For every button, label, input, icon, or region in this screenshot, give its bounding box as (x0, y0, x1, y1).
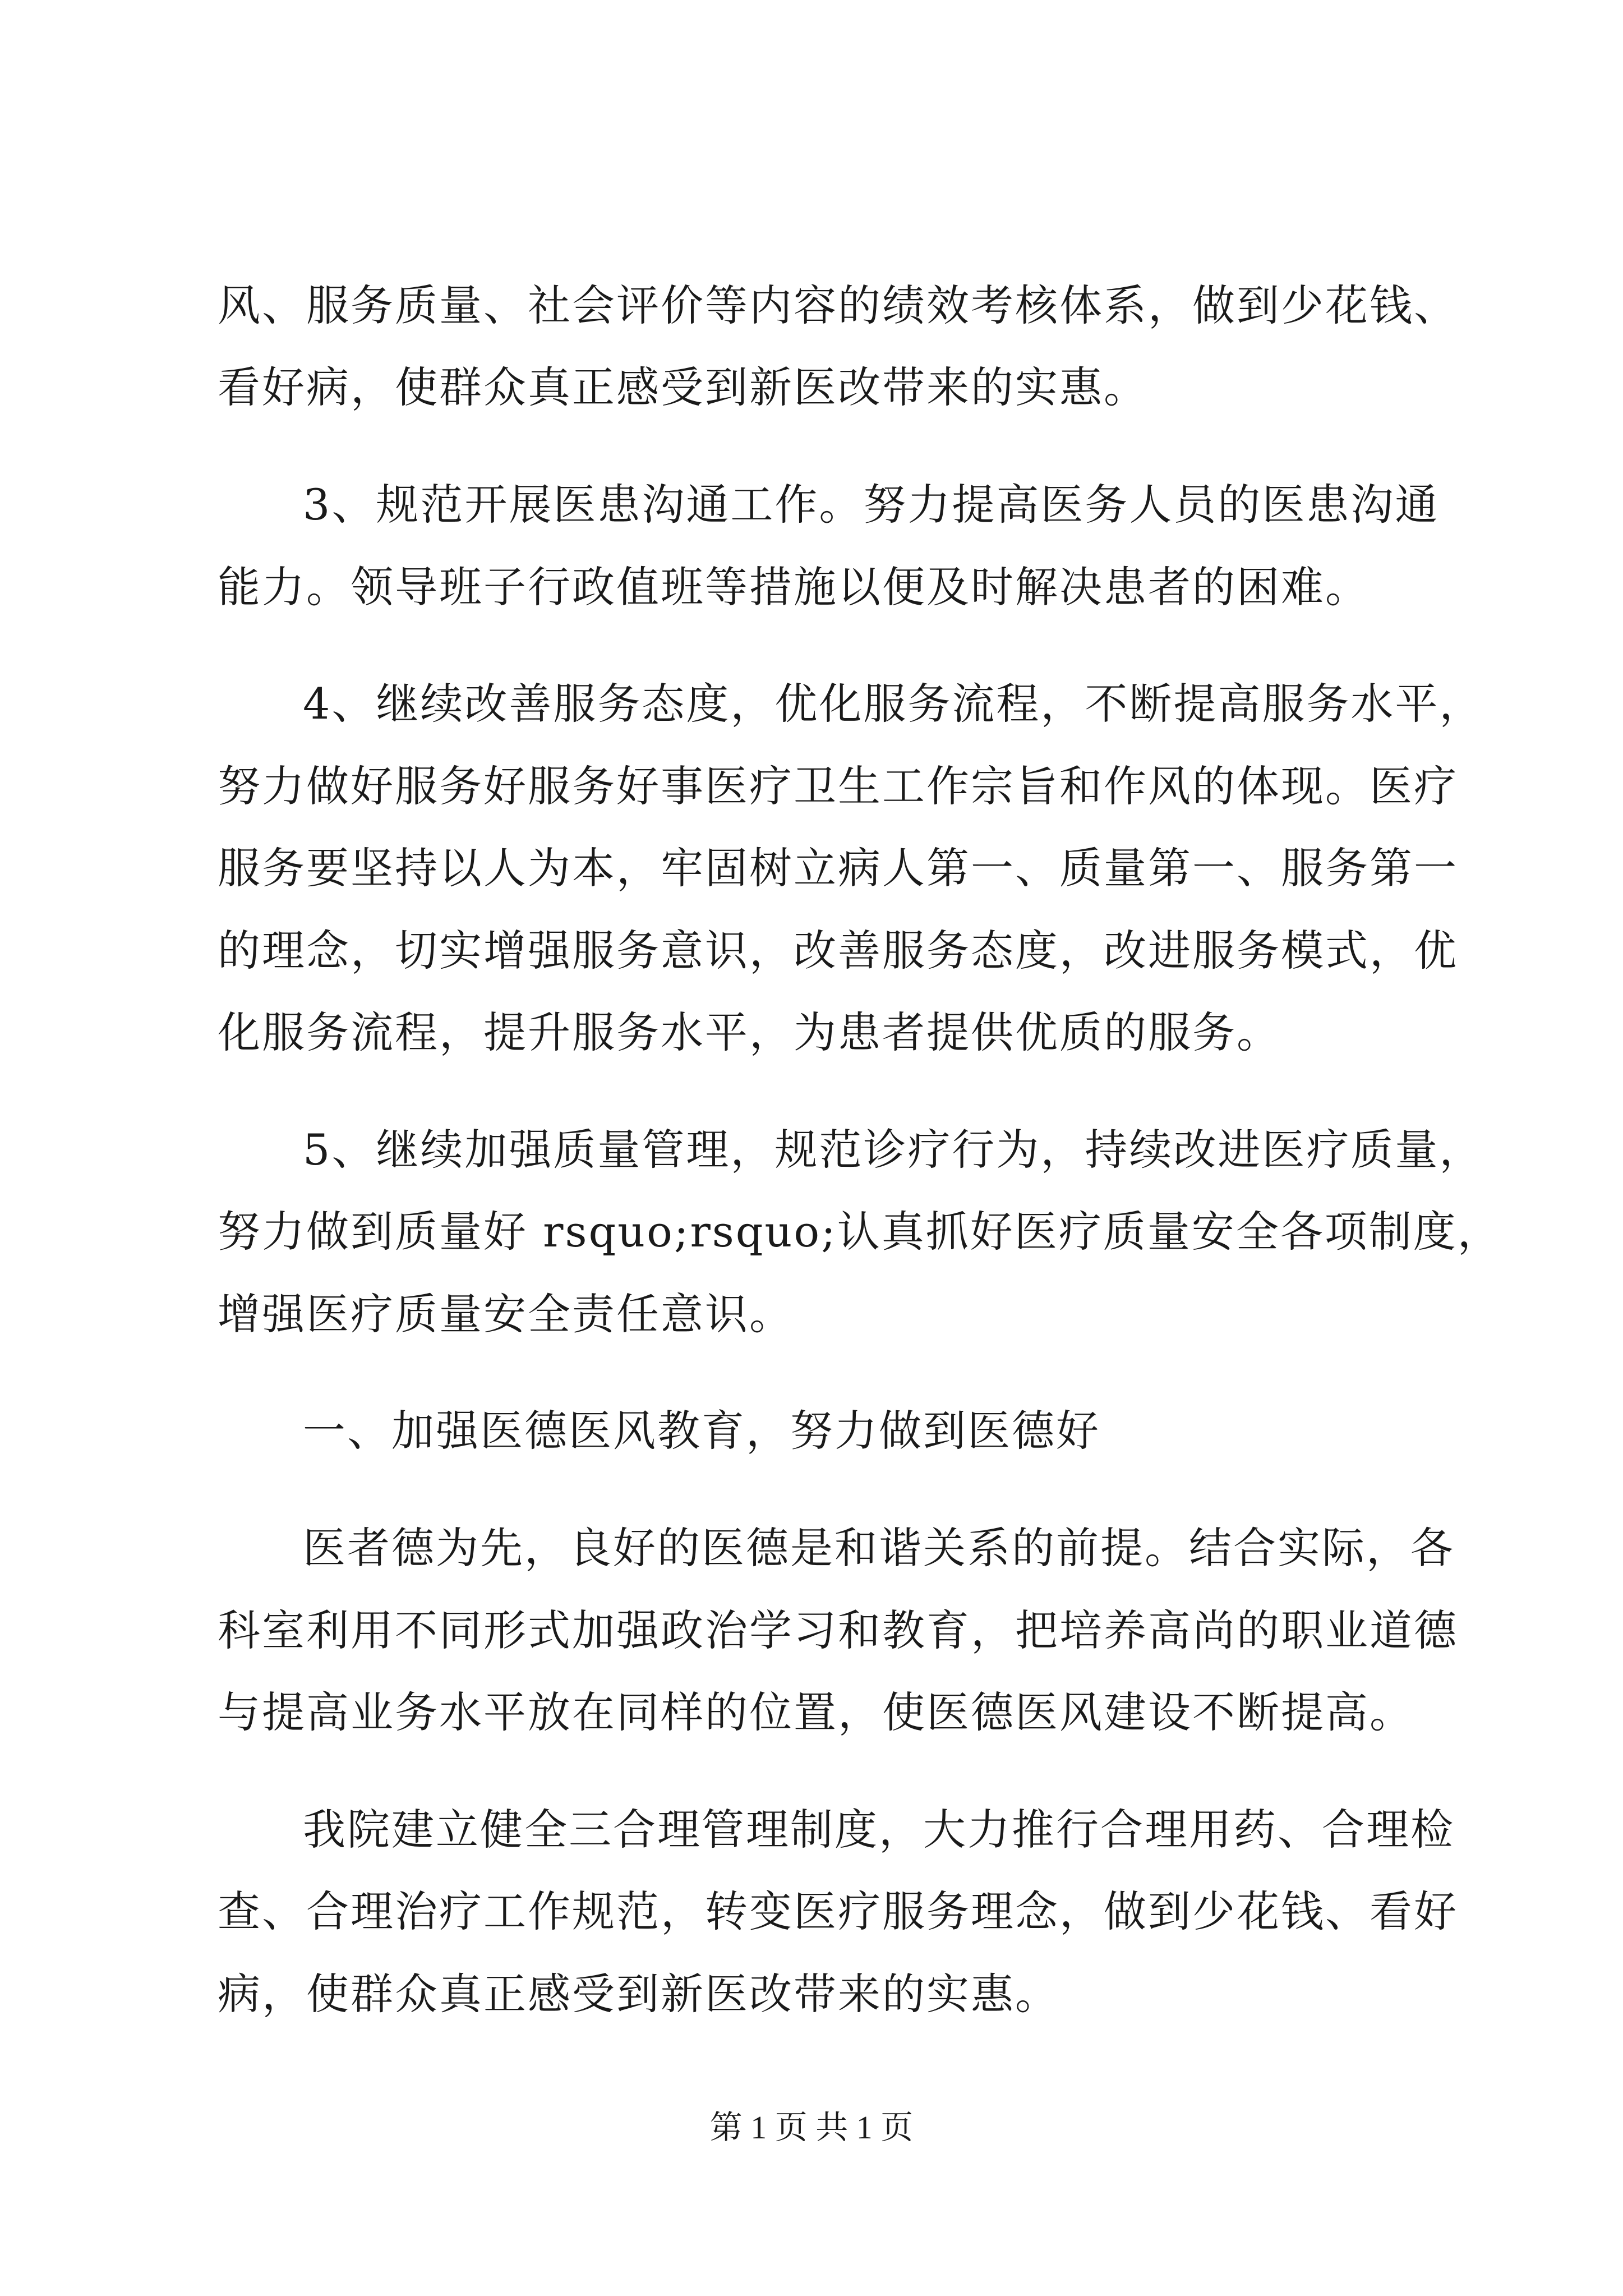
text-line: 服务要坚持以人为本，牢固树立病人第一、质量第一、服务第一 (218, 843, 1458, 893)
text-line: 的理念，切实增强服务意识，改善服务态度，改进服务模式，优 (218, 926, 1458, 976)
text-line: 病，使群众真正感受到新医改带来的实惠。 (218, 1969, 1059, 2019)
text-line: 我院建立健全三合理管理制度，大力推行合理用药、合理检 (303, 1805, 1455, 1855)
text-line: 增强医疗质量安全责任意识。 (218, 1289, 794, 1339)
text-line: 能力。领导班子行政值班等措施以便及时解决患者的困难。 (218, 562, 1370, 612)
text-line: 医者德为先，良好的医德是和谐关系的前提。结合实际，各 (303, 1523, 1455, 1573)
text-line: 风、服务质量、社会评价等内容的绩效考核体系，做到少花钱、 (218, 280, 1458, 330)
text-line: 查、合理治疗工作规范，转变医疗服务理念，做到少花钱、看好 (218, 1887, 1458, 1936)
section-heading: 一、加强医德医风教育，努力做到医德好 (303, 1406, 1100, 1456)
text-line: 努力做到质量好 rsquo;rsquo;认真抓好医疗质量安全各项制度， (218, 1207, 1502, 1257)
text-line: 与提高业务水平放在同样的位置，使医德医风建设不断提高。 (218, 1687, 1414, 1737)
text-line: 4、继续改善服务态度，优化服务流程，不断提高服务水平， (303, 679, 1484, 729)
text-line: 3、规范开展医患沟通工作。努力提高医务人员的医患沟通 (303, 480, 1440, 530)
text-line: 努力做好服务好服务好事医疗卫生工作宗旨和作风的体现。医疗 (218, 761, 1458, 811)
page-number-footer: 第 1 页 共 1 页 (709, 2109, 914, 2146)
text-line: 科室利用不同形式加强政治学习和教育，把培养高尚的职业道德 (218, 1605, 1458, 1655)
text-line: 看好病，使群众真正感受到新医改带来的实惠。 (218, 362, 1148, 412)
text-line: 化服务流程，提升服务水平，为患者提供优质的服务。 (218, 1007, 1281, 1057)
text-line: 5、继续加强质量管理，规范诊疗行为，持续改进医疗质量， (303, 1125, 1484, 1175)
